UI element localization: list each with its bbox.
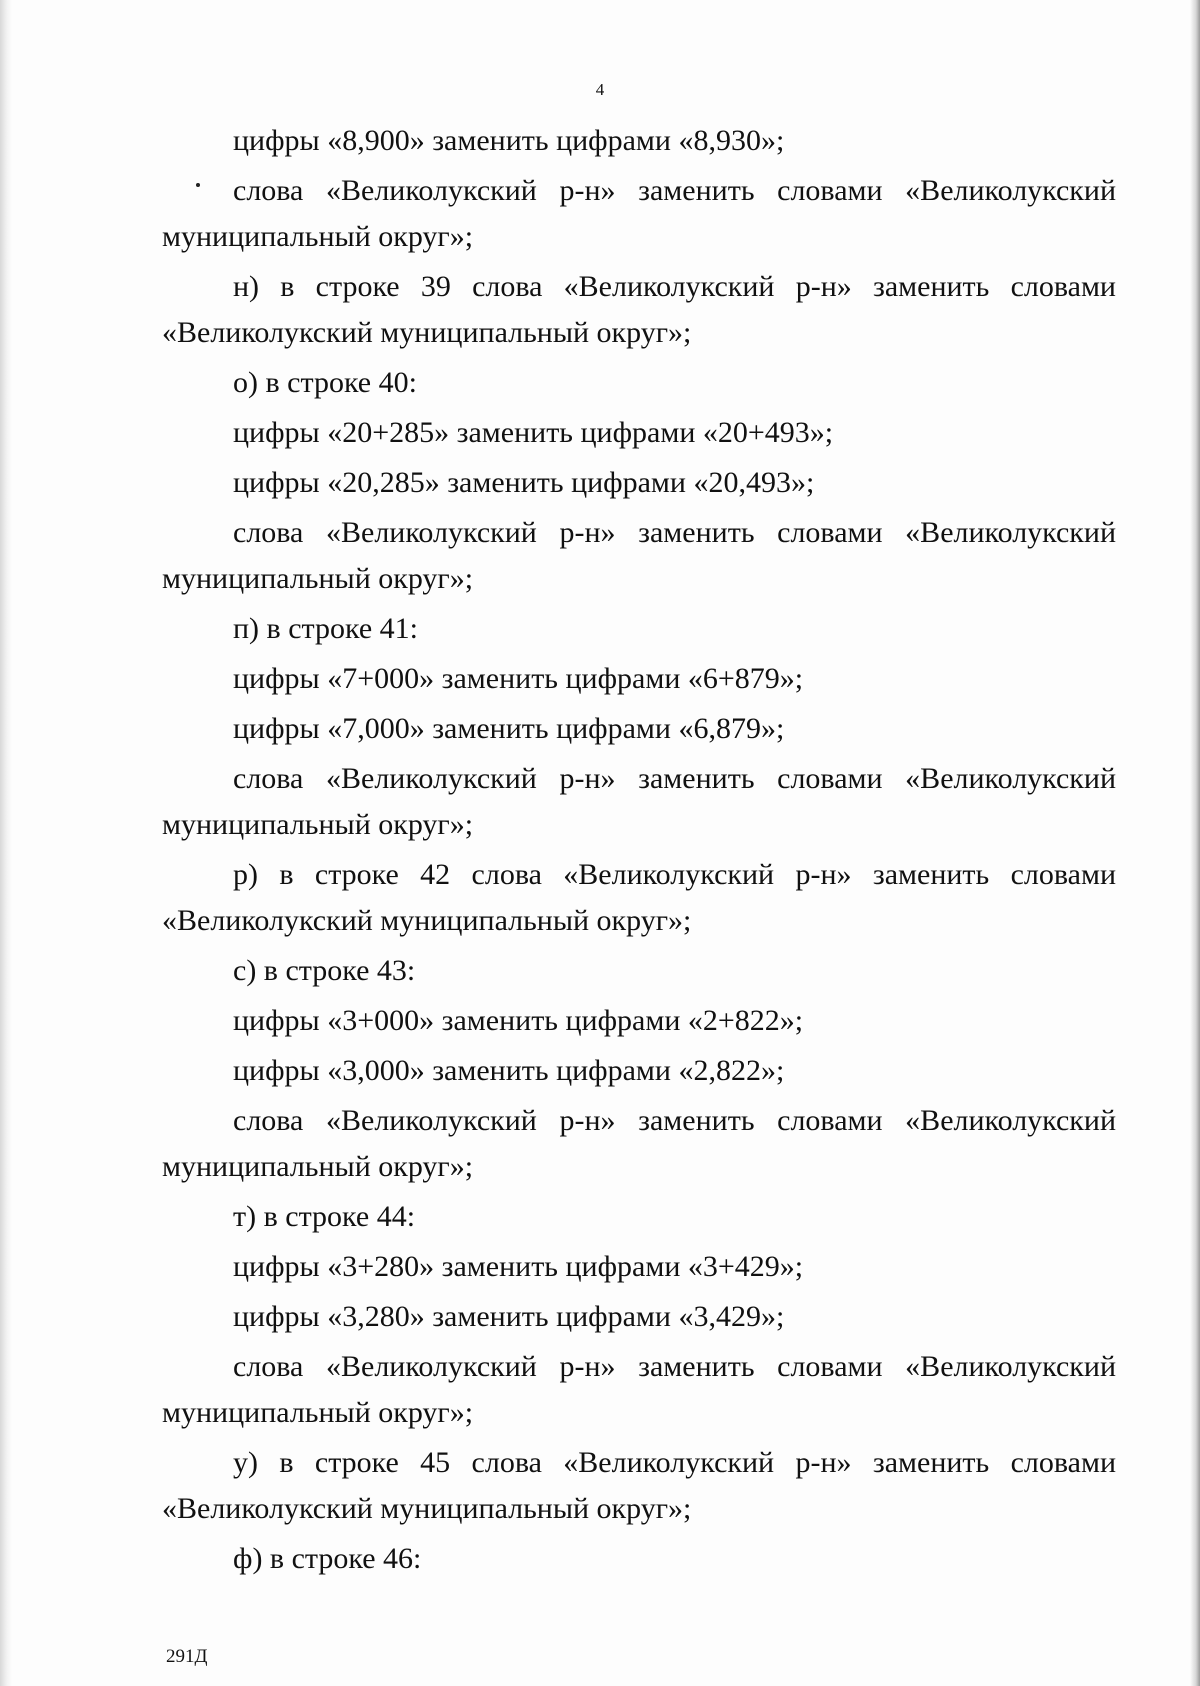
paragraph: слова «Великолукский р-н» заменить словами «Великолукский муниципальный округ»; — [162, 762, 1116, 841]
paragraph: о) в строке 40: — [233, 366, 417, 399]
scan-left-edge — [0, 0, 12, 1686]
paragraph: цифры «3+000» заменить цифрами «2+822»; — [233, 1004, 804, 1037]
paragraph: слова «Великолукский р-н» заменить словами «Великолукский муниципальный округ»; — [162, 1104, 1116, 1183]
paragraph: у) в строке 45 слова «Великолукский р-н» заменить словами «Великолукский муниципальный округ»; — [162, 1446, 1116, 1525]
page-number: 4 — [595, 80, 605, 99]
paragraph: слова «Великолукский р-н» заменить словами «Великолукский муниципальный округ»; — [162, 516, 1116, 595]
paragraph: цифры «20,285» заменить цифрами «20,493»; — [233, 466, 815, 499]
document-code: 291Д — [166, 1646, 208, 1667]
paragraph: цифры «8,900» заменить цифрами «8,930»; — [233, 124, 785, 157]
document-body — [162, 118, 1116, 1586]
paragraph: цифры «7,000» заменить цифрами «6,879»; — [233, 712, 785, 745]
paragraph: н) в строке 39 слова «Великолукский р-н» заменить словами «Великолукский муниципальный округ»; — [162, 270, 1116, 349]
paragraph: цифры «3,280» заменить цифрами «3,429»; — [233, 1300, 785, 1333]
scan-right-edge — [1190, 0, 1200, 1686]
paragraph: с) в строке 43: — [233, 954, 416, 987]
paragraph: слова «Великолукский р-н» заменить словами «Великолукский муниципальный округ»; — [162, 1350, 1116, 1429]
paragraph: ф) в строке 46: — [233, 1542, 422, 1575]
paragraph: р) в строке 42 слова «Великолукский р-н» заменить словами «Великолукский муниципальный округ»; — [162, 858, 1116, 937]
paragraph: цифры «7+000» заменить цифрами «6+879»; — [233, 662, 804, 695]
paragraph: цифры «3+280» заменить цифрами «3+429»; — [233, 1250, 804, 1283]
paragraph: цифры «3,000» заменить цифрами «2,822»; — [233, 1054, 785, 1087]
paragraph: слова «Великолукский р-н» заменить словами «Великолукский муниципальный округ»; — [162, 174, 1116, 253]
paragraph: т) в строке 44: — [233, 1200, 416, 1233]
paragraph: цифры «20+285» заменить цифрами «20+493»; — [233, 416, 834, 449]
paragraph: п) в строке 41: — [233, 612, 418, 645]
